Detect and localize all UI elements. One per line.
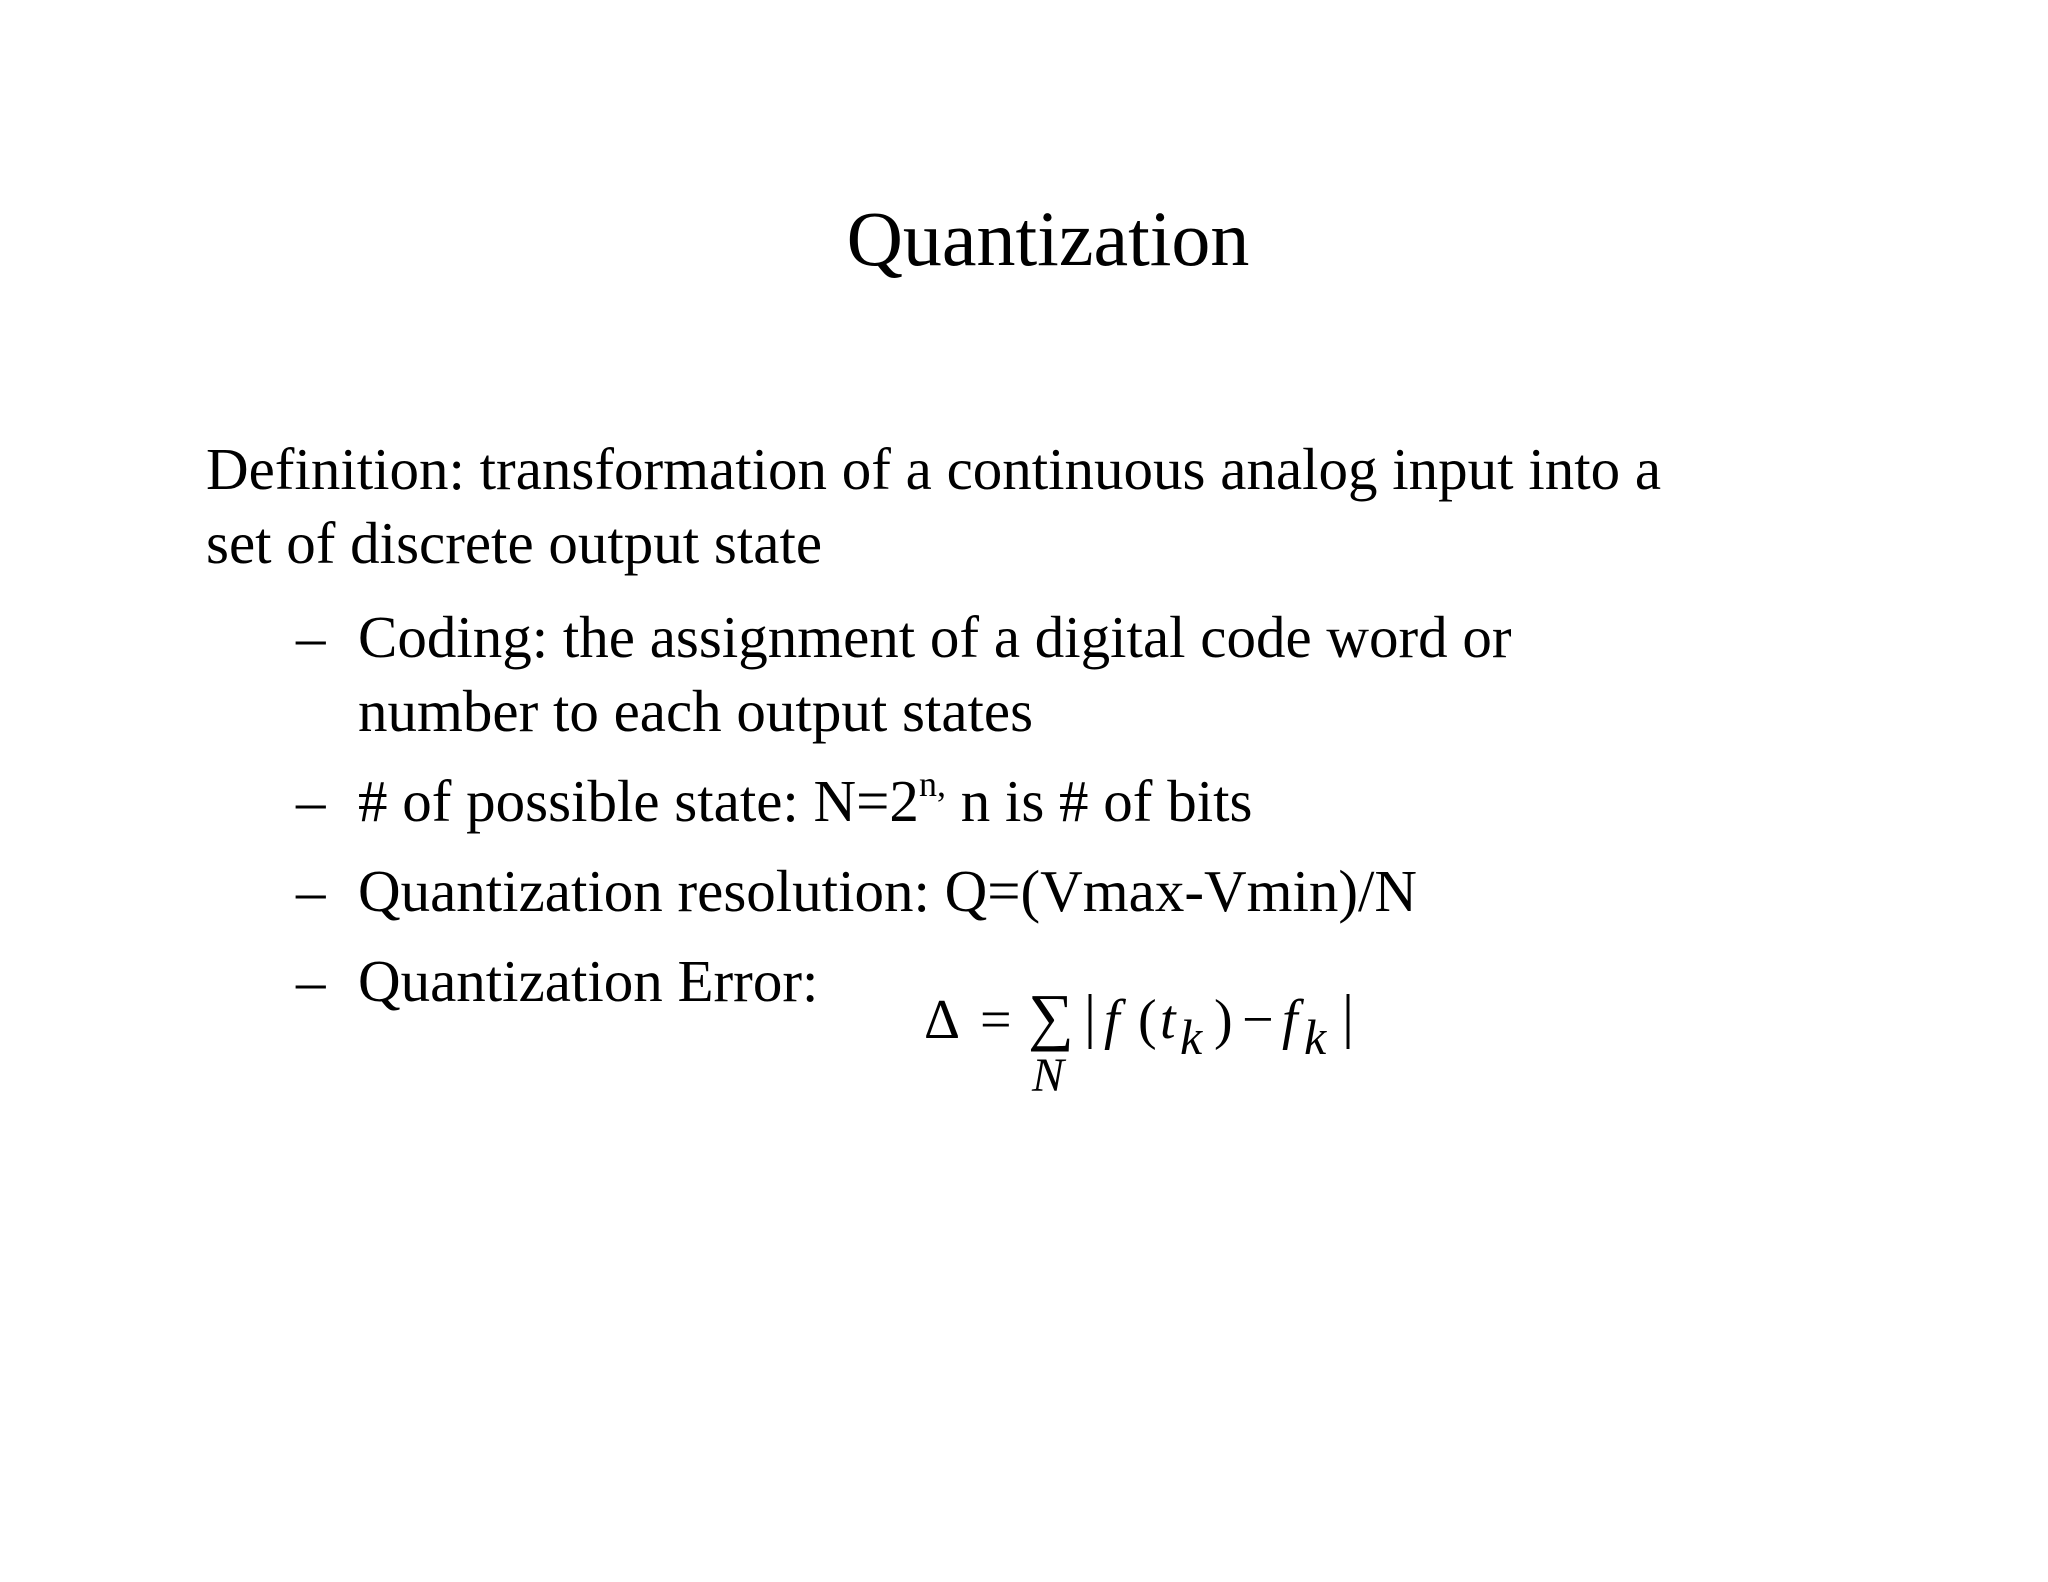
- definition-paragraph: [206, 432, 1906, 580]
- formula-abs-bar-right: |: [1342, 983, 1355, 1049]
- possible-states-prefix: # of possible state: N=2: [358, 768, 919, 834]
- formula-function-f: f: [1104, 989, 1120, 1051]
- possible-states-suffix: n is # of bits: [945, 768, 1253, 834]
- definition-line-1: Definition: transformation of a continuous analog input into a: [206, 436, 1662, 502]
- bullet-dash: –: [296, 948, 326, 1014]
- formula-right-paren: ): [1214, 989, 1233, 1051]
- bullet-coding-line-2: number to each output states: [358, 678, 1034, 744]
- formula-sum-index: N: [1032, 1049, 1065, 1102]
- formula-t: t: [1160, 989, 1176, 1051]
- formula-abs-bar-left: |: [1084, 983, 1097, 1049]
- formula-left-paren: (: [1138, 989, 1157, 1051]
- bullet-dash: –: [296, 768, 326, 834]
- quantization-error-formula: [924, 960, 1384, 1110]
- bullet-text: [358, 764, 1252, 838]
- definition-line-2: set of discrete output state: [206, 510, 823, 576]
- error-text: Quantization Error:: [358, 948, 819, 1014]
- bullet-text: [358, 600, 1512, 748]
- formula-f-k: f: [1282, 989, 1298, 1051]
- bullet-dash: –: [296, 858, 326, 924]
- formula-equals: =: [980, 989, 1012, 1051]
- formula-delta: Δ: [924, 989, 961, 1051]
- formula-subscript-k-2: k: [1304, 1009, 1327, 1065]
- formula-subscript-k: k: [1180, 1009, 1203, 1065]
- resolution-text: Quantization resolution: Q=(Vmax-Vmin)/N: [358, 858, 1418, 924]
- bullet-coding-line-1: Coding: the assignment of a digital code word or: [358, 604, 1512, 670]
- formula-minus: −: [1242, 989, 1274, 1051]
- slide-title: Quantization: [846, 195, 1250, 282]
- bullet-dash: –: [296, 604, 326, 670]
- formula-sum-symbol: ∑: [1028, 981, 1074, 1052]
- exponent-n: n,: [918, 764, 946, 805]
